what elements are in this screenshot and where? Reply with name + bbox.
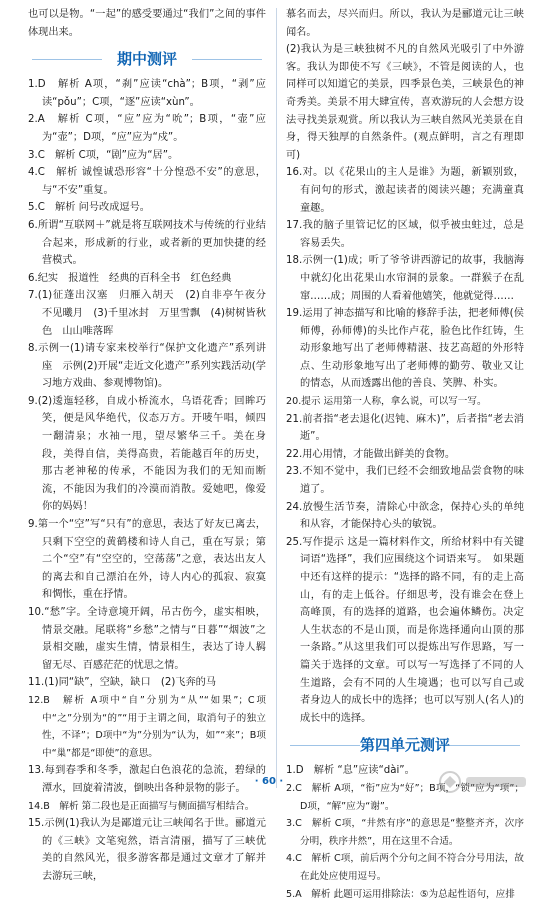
answer-entry: 16.对。以《花果山的主人是谁》为题，新颖别致，有问句的形式，激起读者的阅读兴趣；充满童真童趣。 (286, 164, 524, 217)
answer-entry: (2)我认为是三峡独树不凡的自然风光吸引了中外游客。我认为即使不写《三峡》，不管是阅读的人，也同样可以知道它的美景，四季景色美，三峡景色的神奇秀美。美景不用大肆宣传，喜欢游玩的人会想方设法寻找美景观赏。所以我认为三峡自然风光美景在自身，得天独厚的自然条件。(观点鲜明，言之有理即可) (286, 41, 524, 164)
watermark-logo-icon (438, 770, 530, 794)
answer-entry: 6.所谓“互联网＋”就是将互联网技术与传统的行业结合起来，形成新的行业，或者新的更加快捷的经营模式。 (28, 217, 266, 270)
answer-entry: 11.(1)同“缺”，空缺，缺口 (2)飞奔的马 (28, 674, 266, 692)
answer-entry: 3.C 解析 C项，“井然有序”的意思是“整整齐齐，次序分明，秩序井然”，用在这里不合适。 (286, 815, 524, 850)
intro-text: 也可以是物。“一起”的感受要通过“我们”之间的事件体现出来。 (28, 6, 266, 41)
answer-entry: 21.前者指“老去退化(迟钝、麻木)”，后者指“老去消逝”。 (286, 411, 524, 446)
answer-entry: 10.“愁”字。全诗意境开阔，吊古伤今，虚实相映，情景交融。尾联将“乡愁”之情与“日暮”“烟波”之景相交融，虚实生情，情景相生，表达了诗人羁留无尽、百感茫茫的忧思之情。 (28, 604, 266, 674)
answer-entry: 2.C 解析 A项，“衔”应为“好”；B项，“锁”应为“项”；D项，“解”应为“谢”。 (286, 780, 524, 815)
answer-entry: 8.示例一(1)请专家来校举行“保护文化遗产”系列讲座 示例(2)开展“走近文化遗产”系列实践活动(学习地方戏曲、参观博物馆)。 (28, 340, 266, 393)
answer-entry: 4.C 解析 C项，前后两个分句之间不符合分号用法，故在此处应使用逗号。 (286, 850, 524, 885)
answer-entry: 25.写作提示 这是一篇材料作文，所给材料中有关键词语“选择”，我们应围绕这个词语来写。 如果题中还有这样的提示：“选择的路不同，有的走上高山，有的走上低谷。仔细思考，没有谁会在登上高峰顶，有的选择的道路，也会遍体鳞伤。决定人生状态的不是山顶，而是你选择通向山顶的那一条路。”从这里我们可以提炼出写作思路，写一篇关于选择的文章。可以写一写选择了不同的人生道路，会有不同的人生境遇；也可以写自己或者身边人的成长中的选择；也可以写别人(名人)的成长中的选择。 (286, 534, 524, 728)
answer-entry: 1.D 解析 A项，“刹”应读“chà”；B项，“剥”应读“pǒu”；C项，“逐”应读“xùn”。 (28, 76, 266, 111)
answer-entry: 2.A 解析 C项，“应”应为“吮”；B项，“壶”应为“壶”；D项，“应”应为“戍”。 (28, 111, 266, 146)
answer-entry: 17.我的脑子里管记忆的区域，似乎被虫蛀过，总是容易丢失。 (286, 217, 524, 252)
answer-entry: 13.每到春季和冬季，激起白色浪花的急流，碧绿的潭水，回旋着清波，倒映出各种景物的影子。 (28, 762, 266, 797)
answer-entry: 9.(2)逶迤轻移，自成小桥流水，乌语花香；回眸巧笑，便是风华绝代，仪态万方。开唛午唱，倾四一翻清泉；水袖一甩，望尽繁华三千。美在身段，美得自信，美得高贵，若能越百年的历史，那古老神秘的传承，不能因为我们的无知而断流，不能因为我们的冷漠而消散。爱她吧，像爱你的妈妈！ (28, 393, 266, 516)
section-title-midterm: 期中测评 (28, 45, 266, 73)
answer-entry: 7.(1)征蓬出汉塞 归雁入胡天 (2)自非亭午夜分 不见曦月 (3)千里冰封 万里雪飘 (4)树树皆秋色 山山唯落晖 (28, 287, 266, 340)
answer-entry: 24.放慢生活节奏，清除心中欲念，保持心头的单纯和从容，才能保持心头的敏锐。 (286, 499, 524, 534)
answer-entry: 14.B 解析 第二段也是正面描写与侧面描写相结合。 (28, 798, 266, 816)
answer-entry: 5.A 解析 此题可运用排除法：⑤为总起性语句，应排 (286, 886, 524, 903)
answer-entry: 5.C 解析 问号改成逗号。 (28, 199, 266, 217)
answer-entry: 22.用心用情，才能做出鲜美的食物。 (286, 446, 524, 464)
answer-entry: 20.提示 运用第一人称，拿么说，可以写一写。 (286, 393, 524, 411)
section-title-unit4: 第四单元测评 (286, 731, 524, 759)
answer-entry: 15.示例(1)我认为是鄙道元让三峡闻名于世。郦道元的《三峡》文笔宛然，语言清丽，描写了三峡优美的自然风光，很多游客都是通过文章才了解并去游玩三峡， (28, 815, 266, 885)
answer-entry: 23.不知不觉中，我们已经不会细致地品尝食物的味道了。 (286, 463, 524, 498)
answer-entry: 1.D 解析 “息”应读“dài”。 (286, 762, 524, 780)
left-column (28, 6, 266, 886)
answer-entry: 6.纪实 报道性 经典的百科全书 红色经典 (28, 270, 266, 288)
answer-entry: 慕名而去，尽兴而归。所以，我认为是郦道元让三峡闻名。 (286, 6, 524, 41)
column-divider (276, 8, 277, 788)
page-number: · 60 · (0, 776, 538, 787)
answer-entry: 18.示例一(1)成；听了爷爷讲西游记的故事，我脑海中就幻化出花果山水帘洞的景象。一群猴子在乱窜……成；周围的人看着他嬉笑，他就觉得…… (286, 252, 524, 305)
answer-entry: 4.C 解析 诚惶诚恐形容“十分惶恐不安”的意思，与“不安”重复。 (28, 164, 266, 199)
answer-entry: 12.B 解析 A项中“自”分别为“从”“如果”；C项中“之”分别为“的”“用于主谓之间，取消句子的独立性，不译”；D项中“为”分别为“认为，如”“来”；B项中“巢”都是“即使”的意思。 (28, 692, 266, 762)
right-column (286, 6, 524, 903)
answer-entry: 19.运用了神态描写和比喻的修辞手法，把老师傅(侯师傅，孙师傅)的头比作卢花，脸色比作红铸，生动形象地写出了老师傅精湛、技艺高超的外形特点、生动形象地写出了老师傅的勤劳、敬业又让的情态，从而透露出他的善良、笑脾、朴实。 (286, 305, 524, 393)
answer-entry: 9.第一个“空”写“只有”的意思，表达了好友已离去，只剩下空空的黄鹤楼和诗人自己，重在写景；第二个“空”有“空空的，空荡荡”之意，表达出友人的离去和自己漂泊在外，诗人内心的孤寂、寂寞和惆怅，重在抒情。 (28, 516, 266, 604)
answer-entry: 3.C 解析 C项，“剧”应为“居”。 (28, 147, 266, 165)
